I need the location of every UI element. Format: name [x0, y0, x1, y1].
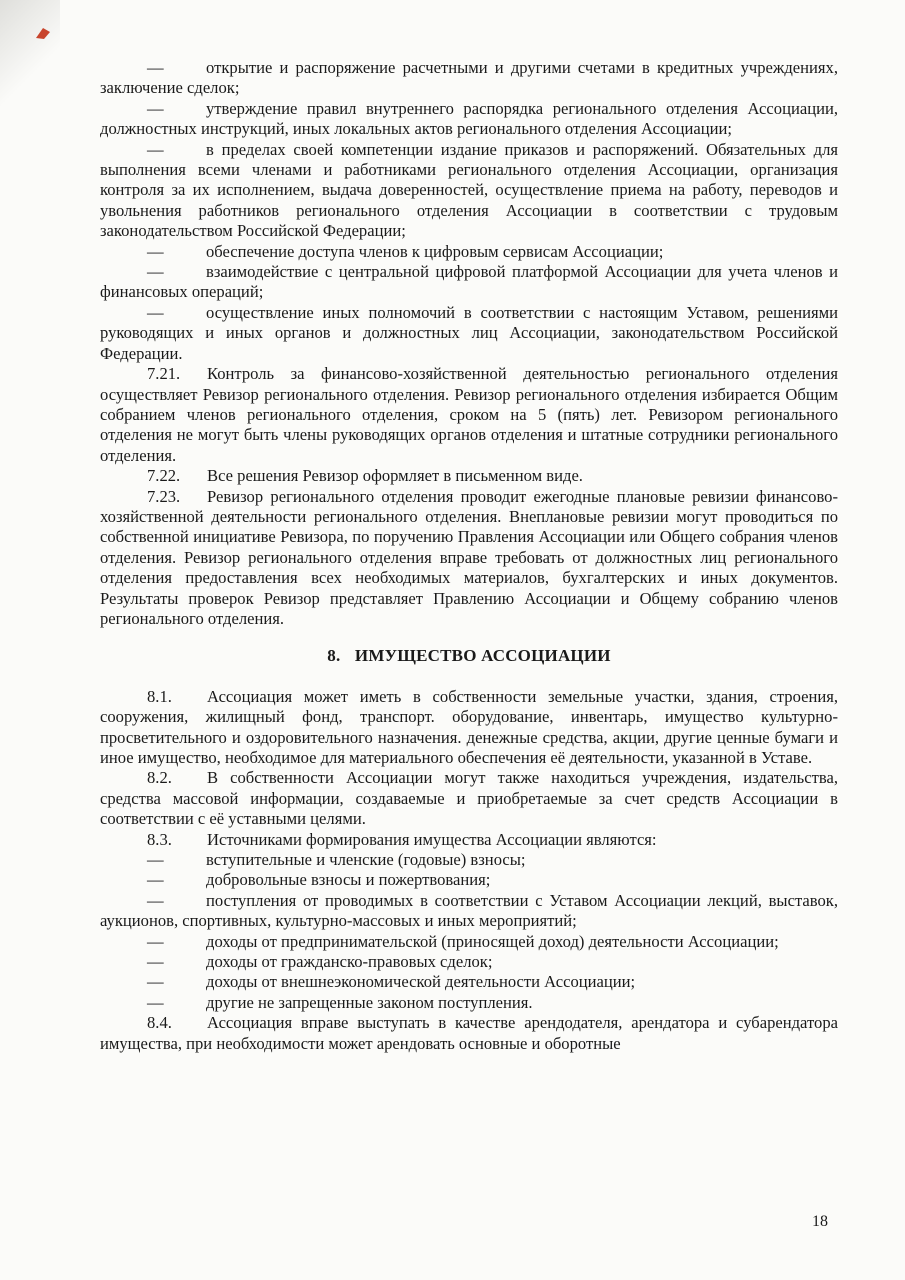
paragraph — [100, 99, 838, 140]
clause-number: 7.21. — [147, 364, 181, 384]
list-dash: — — [147, 262, 164, 282]
section-heading — [100, 646, 838, 666]
document-page — [100, 58, 838, 1054]
paragraph-text: другие не запрещенные законом поступления. — [206, 992, 533, 1012]
clause-number: 8.4. — [147, 1013, 172, 1033]
list-dash: — — [147, 890, 164, 910]
list-dash: — — [147, 870, 164, 890]
paragraph-text: Ассоциация вправе выступать в качестве арендодателя, арендатора и субарендатора имущества, при необходимости может арендовать основные и оборотные — [100, 1013, 838, 1053]
paragraph — [100, 1013, 838, 1054]
paragraph — [100, 687, 838, 769]
paragraph-text: Контроль за финансово-хозяйственной деятельностью регионального отделения осуществляет Ревизор регионального отделения. Ревизор регионального отделения избирается Общим собранием членов регионального отделения, сроком на 5 (пять) лет. Ревизором регионального отделения не могут быть члены руководящих органов отделения и штатные сотрудники регионального отделения. — [100, 364, 838, 465]
paragraph-text: доходы от внешнеэкономической деятельности Ассоциации; — [206, 972, 636, 992]
paragraph — [100, 768, 838, 829]
paragraph-text: поступления от проводимых в соответствии с Уставом Ассоциации лекций, выставок, аукционов, спортивных, культурно-массовых и иных мероприятий; — [100, 890, 838, 931]
list-dash: — — [147, 58, 164, 77]
paragraphs-bottom — [100, 687, 838, 1054]
paragraph — [100, 830, 838, 850]
paragraph-text: В собственности Ассоциации могут также находиться учреждения, издательства, средства массовой информации, создаваемые и приобретаемые за счет средств Ассоциации в соответствии с её уставными целями. — [100, 768, 838, 829]
list-dash: — — [147, 98, 164, 118]
paragraph — [100, 993, 838, 1013]
list-dash: — — [147, 241, 164, 261]
paragraph-text: взаимодействие с центральной цифровой платформой Ассоциации для учета членов и финансовых операций; — [100, 262, 838, 302]
paragraph-text: осуществление иных полномочий в соответствии с настоящим Уставом, решениями руководящих и иных органов и должностных лиц Ассоциации, законодательством Российской Федерации. — [100, 302, 838, 363]
paragraph-text: утверждение правил внутреннего распорядка регионального отделения Ассоциации, должностных инструкций, иных локальных актов регионального отделения Ассоциации; — [100, 98, 838, 139]
paragraph-text: Ревизор регионального отделения проводит ежегодные плановые ревизии финансово-хозяйственной деятельности регионального отделения. Внеплановые ревизии могут проводиться по собственной инициативе Ревизора, по поручению Правления Ассоциации или Общего собрания членов отделения. Ревизор регионального отделения вправе требовать от должностных лиц регионального отделения предоставления всех необходимых материалов, бухгалтерских и иных документов. Результаты проверок Ревизор представляет Правлению Ассоциации и Общему собранию членов регионального отделения. — [100, 486, 838, 628]
clause-number: 8.1. — [147, 686, 172, 706]
clause-number: 7.22. — [147, 466, 181, 486]
paragraph-text: открытие и распоряжение расчетными и другими счетами в кредитных учреждениях, заключение сделок; — [100, 58, 838, 98]
red-mark-icon — [34, 26, 52, 40]
paragraph-text: обеспечение доступа членов к цифровым сервисам Ассоциации; — [206, 241, 664, 261]
paragraph-text: доходы от предпринимательской (приносящей доход) деятельности Ассоциации; — [206, 931, 779, 951]
paragraph — [100, 487, 838, 630]
paragraph — [100, 58, 838, 99]
paragraph — [100, 242, 838, 262]
page-edge-shadow — [0, 0, 60, 120]
list-dash: — — [147, 931, 164, 951]
paragraph — [100, 932, 838, 952]
list-dash: — — [147, 972, 164, 992]
paragraph — [100, 952, 838, 972]
paragraph — [100, 891, 838, 932]
clause-number: 7.23. — [147, 486, 181, 506]
paragraph — [100, 466, 838, 486]
paragraph-text: Все решения Ревизор оформляет в письменном виде. — [207, 466, 583, 486]
list-dash: — — [147, 992, 164, 1012]
paragraph-text: Источниками формирования имущества Ассоциации являются: — [207, 829, 657, 849]
list-dash: — — [147, 850, 164, 870]
section-number: 8. — [327, 646, 341, 666]
paragraph — [100, 140, 838, 242]
paragraphs-top — [100, 58, 838, 629]
clause-number: 8.3. — [147, 829, 172, 849]
paragraph-text: добровольные взносы и пожертвования; — [206, 870, 491, 890]
paragraph-text: Ассоциация может иметь в собственности земельные участки, здания, строения, сооружения, жилищный фонд, транспорт. оборудование, инвентарь, имущество культурно-просветительного и оздоровительного назначения. денежные средства, акции, другие ценные бумаги и иное имущество, необходимое для материального обеспечения её деятельности, указанной в Уставе. — [100, 686, 838, 767]
paragraph-text: доходы от гражданско-правовых сделок; — [206, 952, 493, 972]
list-dash: — — [147, 302, 164, 322]
clause-number: 8.2. — [147, 768, 172, 788]
paragraph — [100, 364, 838, 466]
paragraph-text: вступительные и членские (годовые) взносы; — [206, 850, 526, 870]
page-number: 18 — [812, 1213, 828, 1230]
list-dash: — — [147, 139, 164, 159]
list-dash: — — [147, 952, 164, 972]
paragraph — [100, 262, 838, 303]
paragraph — [100, 303, 838, 364]
paragraph — [100, 850, 838, 870]
section-title: ИМУЩЕСТВО АССОЦИАЦИИ — [354, 646, 611, 666]
paragraph — [100, 870, 838, 890]
paragraph-text: в пределах своей компетенции издание приказов и распоряжений. Обязательных для выполнения всеми членами и работниками регионального отделения Ассоциации, организация контроля за их исполнением, выдача доверенностей, осуществление приема на работу, переводов и увольнения работников регионального отделения Ассоциации в соответствии с трудовым законодательством Российской Федерации; — [100, 139, 838, 241]
paragraph — [100, 972, 838, 992]
